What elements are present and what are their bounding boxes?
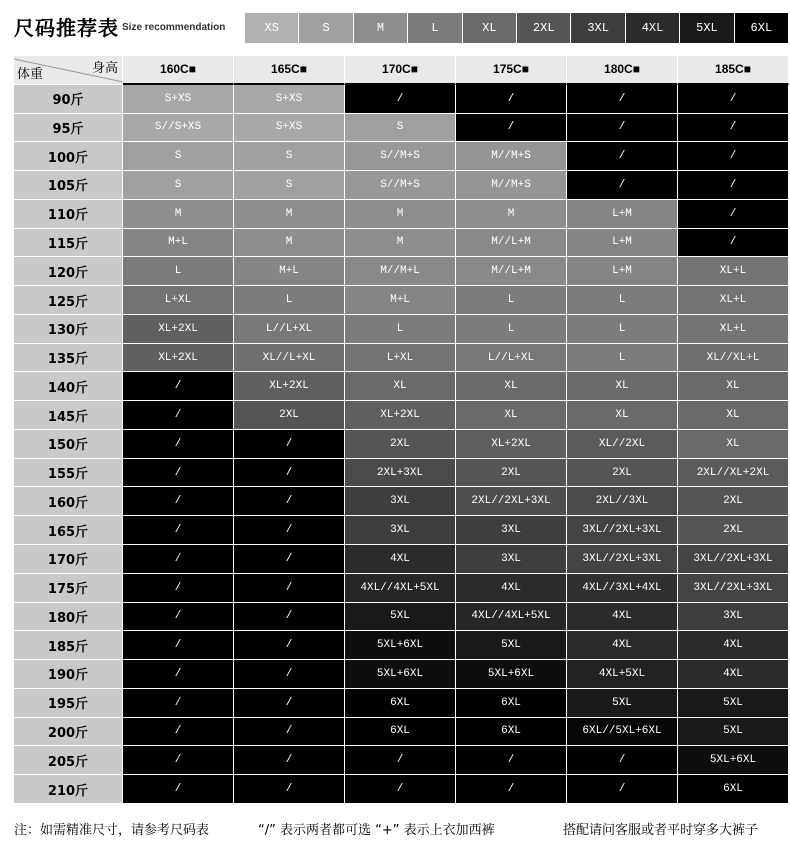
size-cell: M+L (123, 229, 234, 258)
size-cell: XL (456, 401, 567, 430)
size-cell: / (345, 85, 456, 114)
size-cell: S (234, 142, 345, 171)
size-cell: L//L+XL (234, 315, 345, 344)
size-cell: 5XL (678, 689, 789, 718)
size-cell: XL//XL+L (678, 344, 789, 373)
legend-size-l: L (408, 13, 462, 43)
size-cell: 5XL (456, 631, 567, 660)
size-cell: XL+L (678, 286, 789, 315)
size-cell: 3XL//2XL+3XL (567, 545, 678, 574)
size-cell: / (345, 775, 456, 804)
size-cell: 3XL//2XL+3XL (678, 545, 789, 574)
size-cell: / (234, 746, 345, 775)
size-cell: M (234, 200, 345, 229)
row-header-weight: 155斤 (14, 459, 123, 488)
size-cell: S+XS (234, 85, 345, 114)
legend-size-3xl: 3XL (571, 13, 625, 43)
row-header-weight: 175斤 (14, 574, 123, 603)
size-cell: 4XL//4XL+5XL (456, 603, 567, 632)
size-cell: 4XL//3XL+4XL (567, 574, 678, 603)
size-legend (245, 13, 788, 43)
legend-size-xs: XS (245, 13, 299, 43)
size-cell: S+XS (123, 85, 234, 114)
size-cell: 6XL (678, 775, 789, 804)
size-cell: / (567, 114, 678, 143)
height-axis-label: 身高 (91, 61, 118, 76)
size-cell: M (345, 229, 456, 258)
size-cell: / (567, 85, 678, 114)
size-cell: / (678, 85, 789, 114)
row-header-weight: 100斤 (14, 142, 123, 171)
size-cell: S//M+S (345, 171, 456, 200)
size-cell: L+M (567, 257, 678, 286)
row-header-weight: 110斤 (14, 200, 123, 229)
size-cell: / (234, 660, 345, 689)
size-cell: 6XL (345, 689, 456, 718)
size-cell: / (678, 142, 789, 171)
size-cell: S//S+XS (123, 114, 234, 143)
size-cell: / (456, 775, 567, 804)
row-header-weight: 185斤 (14, 631, 123, 660)
size-cell: S//M+S (345, 142, 456, 171)
size-cell: M (123, 200, 234, 229)
column-header-height: 180C■ (567, 56, 678, 85)
legend-size-xl: XL (463, 13, 517, 43)
size-cell: / (123, 372, 234, 401)
size-cell: / (678, 200, 789, 229)
size-cell: 2XL (345, 430, 456, 459)
size-cell: XL+2XL (456, 430, 567, 459)
size-cell: L+XL (123, 286, 234, 315)
size-cell: 6XL (456, 689, 567, 718)
size-cell: XL (678, 401, 789, 430)
size-cell: / (123, 775, 234, 804)
size-cell: / (678, 229, 789, 258)
legend-size-s: S (299, 13, 353, 43)
size-cell: M (345, 200, 456, 229)
size-cell: L (234, 286, 345, 315)
size-cell: L (123, 257, 234, 286)
size-cell: L+XL (345, 344, 456, 373)
row-header-weight: 165斤 (14, 516, 123, 545)
size-cell: 6XL (345, 718, 456, 747)
row-header-weight: 115斤 (14, 229, 123, 258)
size-cell: 4XL (678, 631, 789, 660)
column-header-height: 185C■ (678, 56, 789, 85)
size-cell: / (234, 516, 345, 545)
size-cell: / (567, 746, 678, 775)
size-cell: / (567, 775, 678, 804)
row-header-weight: 160斤 (14, 487, 123, 516)
footer-note-size-chart: 注：如需精准尺寸，请参考尺码表 (14, 823, 210, 838)
size-cell: XL (456, 372, 567, 401)
legend-size-6xl: 6XL (735, 13, 788, 43)
size-cell: / (234, 487, 345, 516)
size-cell: 3XL//2XL+3XL (678, 574, 789, 603)
size-cell: / (123, 718, 234, 747)
size-cell: / (456, 85, 567, 114)
size-cell: S (234, 171, 345, 200)
size-cell: 2XL//3XL (567, 487, 678, 516)
legend-size-2xl: 2XL (517, 13, 571, 43)
row-header-weight: 210斤 (14, 775, 123, 804)
size-cell: XL (567, 372, 678, 401)
size-cell: 3XL (678, 603, 789, 632)
row-header-weight: 120斤 (14, 257, 123, 286)
size-cell: 2XL (456, 459, 567, 488)
legend-size-5xl: 5XL (680, 13, 734, 43)
size-cell: 2XL//XL+2XL (678, 459, 789, 488)
size-cell: 4XL (456, 574, 567, 603)
size-cell: 5XL (678, 718, 789, 747)
size-cell: / (123, 603, 234, 632)
size-cell: S (345, 114, 456, 143)
size-cell: L (567, 286, 678, 315)
row-header-weight: 190斤 (14, 660, 123, 689)
column-header-height: 165C■ (234, 56, 345, 85)
column-header-height: 160C■ (123, 56, 234, 85)
size-cell: 3XL (345, 516, 456, 545)
size-cell: 3XL//2XL+3XL (567, 516, 678, 545)
size-cell: / (567, 171, 678, 200)
size-cell: / (123, 746, 234, 775)
size-cell: / (234, 718, 345, 747)
size-cell: 5XL (345, 603, 456, 632)
size-cell: M (234, 229, 345, 258)
size-cell: / (234, 775, 345, 804)
footer-note-matching: 搭配请问客服或者平时穿多大裤子 (563, 823, 759, 838)
size-cell: / (234, 430, 345, 459)
size-cell: / (345, 746, 456, 775)
size-cell: L (567, 315, 678, 344)
size-cell: 5XL+6XL (345, 660, 456, 689)
row-header-weight: 130斤 (14, 315, 123, 344)
row-header-weight: 170斤 (14, 545, 123, 574)
row-header-weight: 205斤 (14, 746, 123, 775)
size-cell: / (234, 631, 345, 660)
size-cell: / (123, 459, 234, 488)
size-cell: 5XL+6XL (678, 746, 789, 775)
size-cell: M//M+L (345, 257, 456, 286)
size-cell: 5XL+6XL (345, 631, 456, 660)
size-cell: / (123, 660, 234, 689)
size-cell: / (456, 114, 567, 143)
size-cell: 6XL (456, 718, 567, 747)
size-cell: XL (567, 401, 678, 430)
row-header-weight: 105斤 (14, 171, 123, 200)
size-cell: XL+L (678, 315, 789, 344)
size-cell: / (123, 430, 234, 459)
size-cell: / (123, 689, 234, 718)
size-cell: XL (678, 430, 789, 459)
size-cell: 4XL+5XL (567, 660, 678, 689)
size-cell: M+L (234, 257, 345, 286)
size-cell: / (123, 631, 234, 660)
header (0, 0, 790, 50)
size-cell: L+M (567, 229, 678, 258)
size-cell: 4XL (567, 603, 678, 632)
size-cell: M (456, 200, 567, 229)
size-cell: / (123, 574, 234, 603)
size-cell: S+XS (234, 114, 345, 143)
size-cell: L (567, 344, 678, 373)
size-cell: / (234, 689, 345, 718)
size-cell: XL//L+XL (234, 344, 345, 373)
legend-size-m: M (354, 13, 408, 43)
size-cell: L+M (567, 200, 678, 229)
row-header-weight: 140斤 (14, 372, 123, 401)
size-cell: / (234, 603, 345, 632)
size-cell: XL+L (678, 257, 789, 286)
size-cell: 3XL (456, 516, 567, 545)
size-cell: L (456, 315, 567, 344)
size-cell: / (123, 487, 234, 516)
size-cell: / (123, 516, 234, 545)
size-cell: L//L+XL (456, 344, 567, 373)
table-corner (14, 56, 123, 85)
size-cell: 5XL (567, 689, 678, 718)
size-cell: 2XL (567, 459, 678, 488)
size-cell: 4XL (678, 660, 789, 689)
size-cell: XL+2XL (123, 315, 234, 344)
size-cell: 3XL (456, 545, 567, 574)
size-cell: 4XL (567, 631, 678, 660)
size-cell: S (123, 171, 234, 200)
size-cell: XL (678, 372, 789, 401)
row-header-weight: 125斤 (14, 286, 123, 315)
row-header-weight: 145斤 (14, 401, 123, 430)
legend-size-4xl: 4XL (626, 13, 680, 43)
size-cell: XL+2XL (123, 344, 234, 373)
size-cell: 4XL (345, 545, 456, 574)
size-cell: M+L (345, 286, 456, 315)
size-cell: XL+2XL (234, 372, 345, 401)
column-header-height: 170C■ (345, 56, 456, 85)
size-cell: 2XL//2XL+3XL (456, 487, 567, 516)
size-cell: / (567, 142, 678, 171)
size-cell: M//M+S (456, 142, 567, 171)
size-cell: / (234, 459, 345, 488)
size-table (14, 56, 790, 804)
size-cell: 2XL+3XL (345, 459, 456, 488)
row-header-weight: 95斤 (14, 114, 123, 143)
size-cell: XL//2XL (567, 430, 678, 459)
size-cell: S (123, 142, 234, 171)
size-cell: / (123, 545, 234, 574)
row-header-weight: 180斤 (14, 603, 123, 632)
page-title: 尺码推荐表 (14, 16, 119, 40)
weight-axis-label: 体重 (17, 66, 44, 82)
size-cell: / (234, 545, 345, 574)
size-cell: L (456, 286, 567, 315)
size-cell: 3XL (345, 487, 456, 516)
row-header-weight: 195斤 (14, 689, 123, 718)
size-cell: M//M+S (456, 171, 567, 200)
page-subtitle: Size recommendation (122, 22, 226, 33)
size-cell: M//L+M (456, 257, 567, 286)
size-cell: 5XL+6XL (456, 660, 567, 689)
size-cell: / (234, 574, 345, 603)
row-header-weight: 150斤 (14, 430, 123, 459)
size-cell: L (345, 315, 456, 344)
size-cell: 2XL (234, 401, 345, 430)
size-cell: XL+2XL (345, 401, 456, 430)
size-cell: 4XL//4XL+5XL (345, 574, 456, 603)
row-header-weight: 135斤 (14, 344, 123, 373)
row-header-weight: 90斤 (14, 85, 123, 114)
size-cell: XL (345, 372, 456, 401)
size-cell: / (456, 746, 567, 775)
size-cell: 2XL (678, 487, 789, 516)
size-cell: / (123, 401, 234, 430)
size-cell: 6XL//5XL+6XL (567, 718, 678, 747)
size-cell: 2XL (678, 516, 789, 545)
size-cell: / (678, 171, 789, 200)
column-header-height: 175C■ (456, 56, 567, 85)
size-cell: M//L+M (456, 229, 567, 258)
row-header-weight: 200斤 (14, 718, 123, 747)
size-cell: / (678, 114, 789, 143)
footer-note-symbols: “/” 表示两者都可选 “+” 表示上衣加西裤 (258, 823, 495, 838)
